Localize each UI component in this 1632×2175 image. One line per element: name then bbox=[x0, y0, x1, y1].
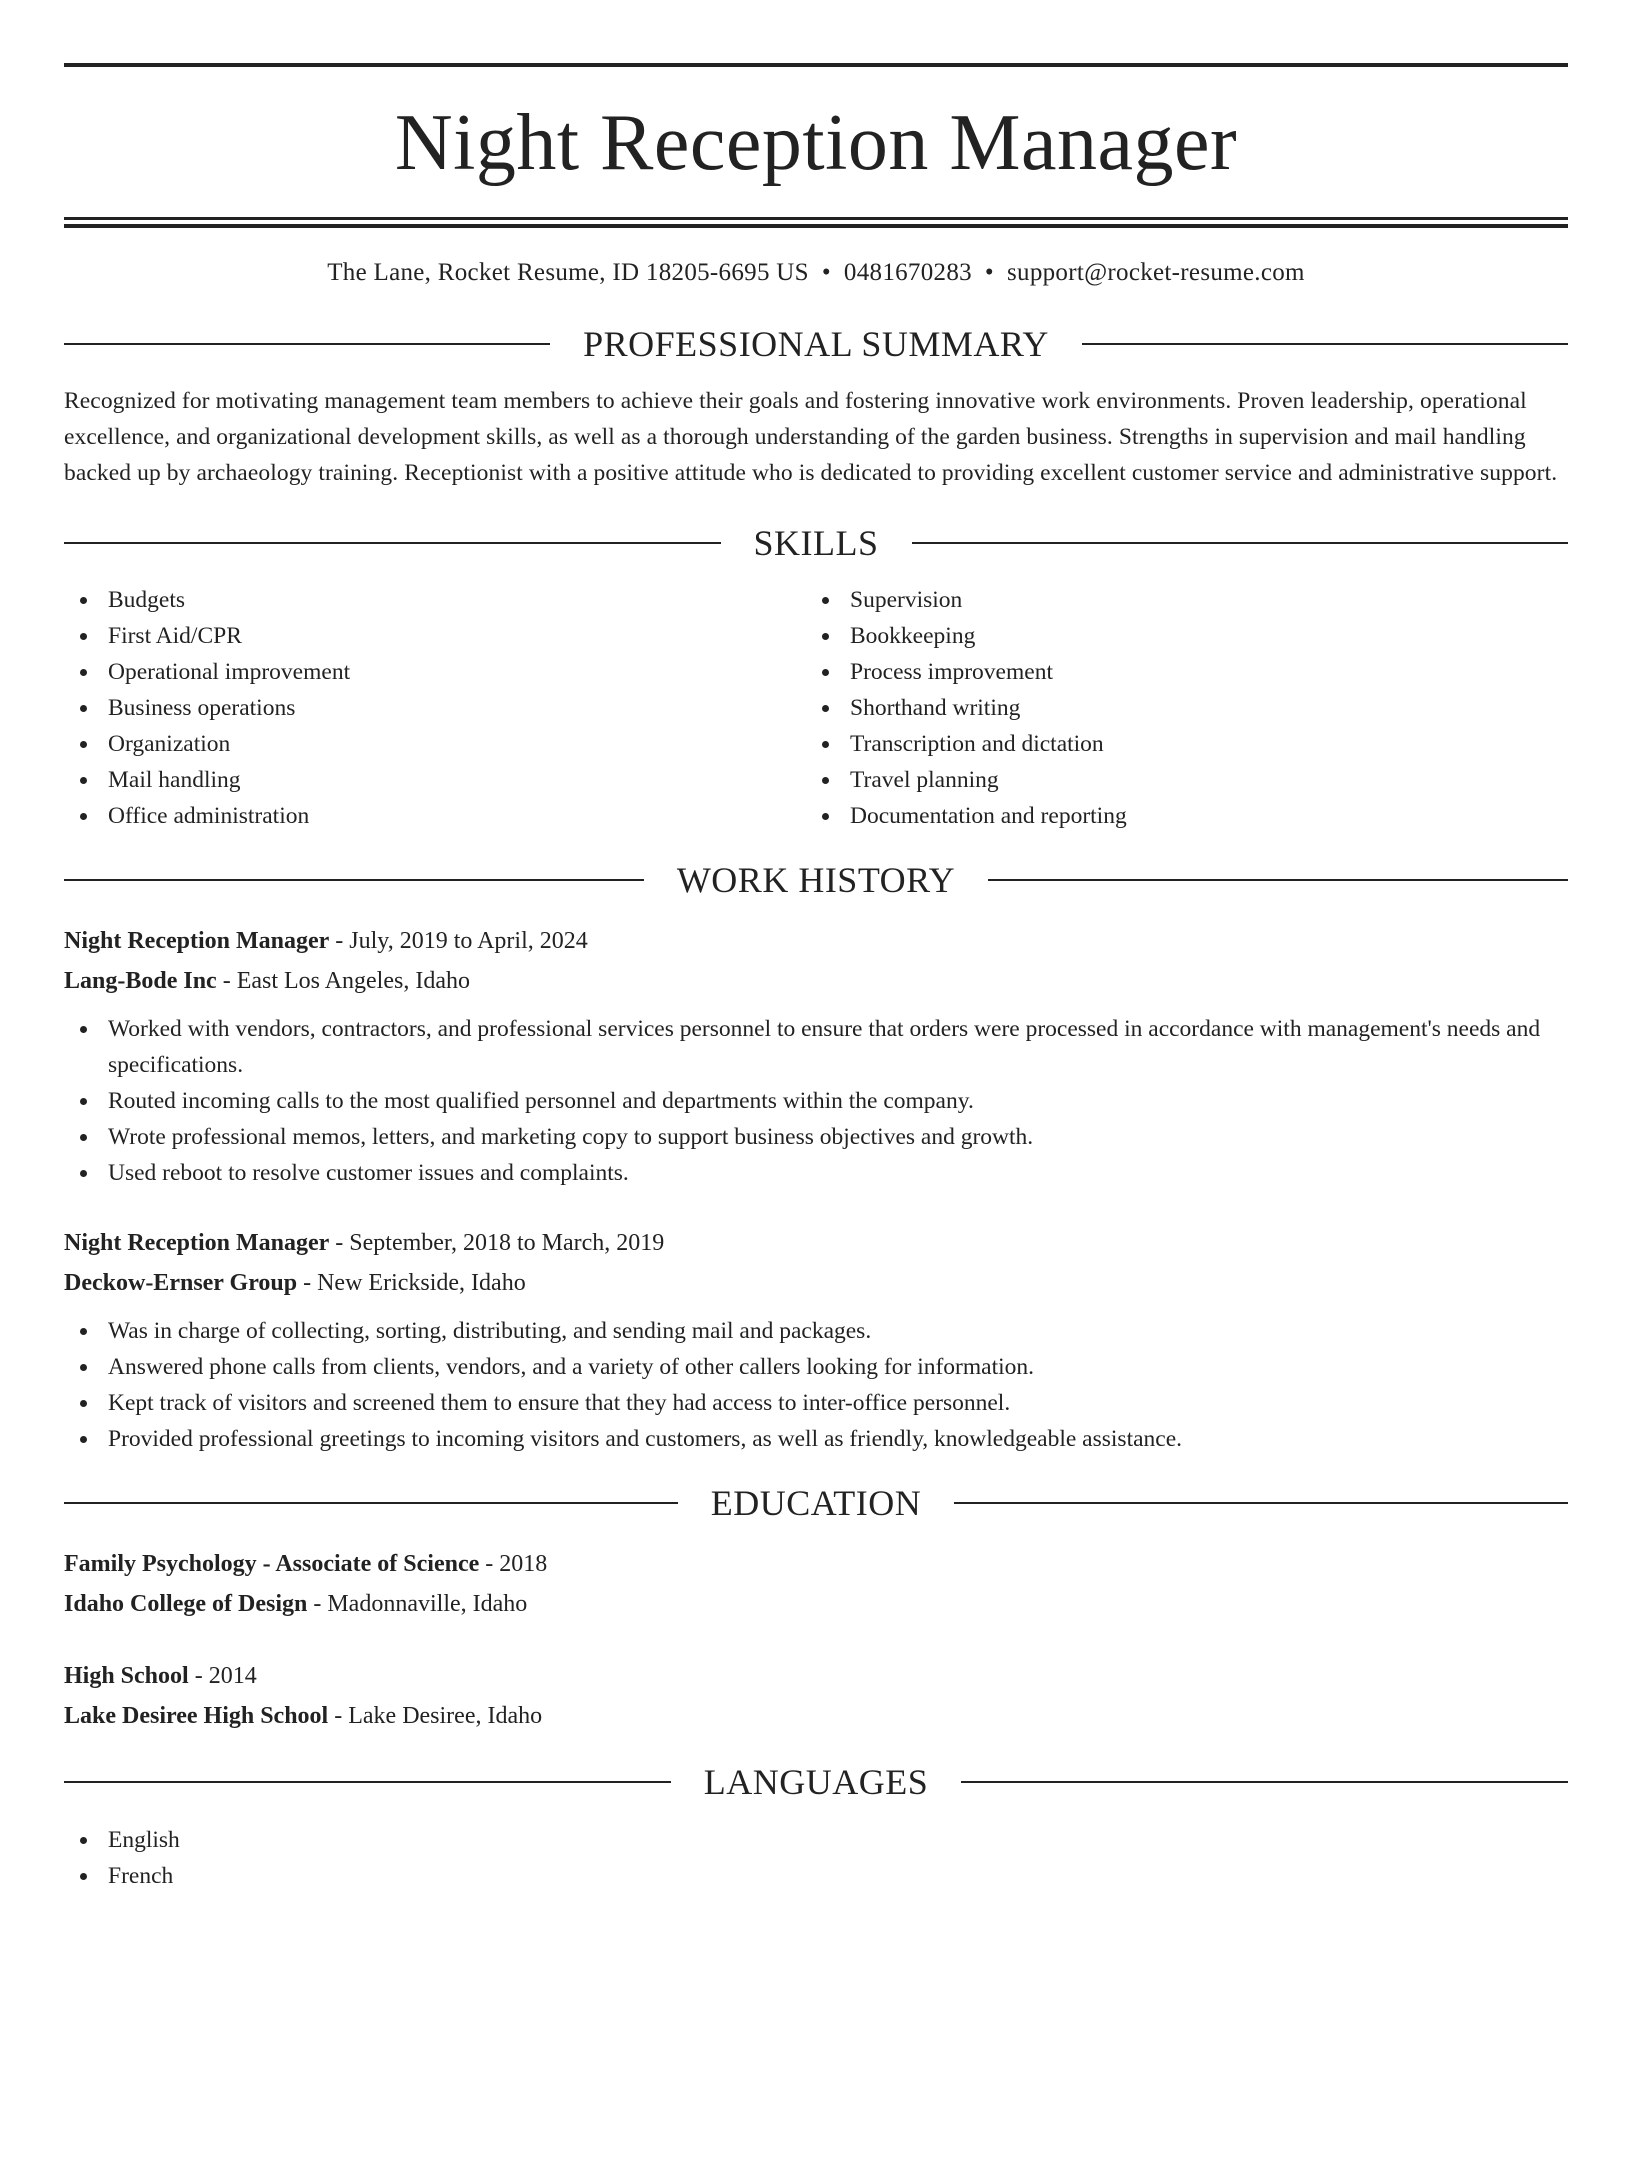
education-year: - 2014 bbox=[188, 1663, 257, 1689]
heading-rule-left bbox=[64, 343, 550, 345]
skills-list-right bbox=[806, 582, 1548, 834]
skill-item: Shorthand writing bbox=[806, 690, 1548, 726]
contact-line bbox=[64, 257, 1568, 289]
heading-rule-right bbox=[912, 542, 1569, 544]
languages-title: LANGUAGES bbox=[703, 1762, 929, 1802]
job-company-line bbox=[64, 961, 1568, 1001]
skill-item: Process improvement bbox=[806, 654, 1548, 690]
contact-separator: • bbox=[984, 259, 994, 286]
job-role: Night Reception Manager bbox=[64, 1230, 330, 1256]
summary-text: Recognized for motivating management team members to achieve their goals and fostering innovative work environments. Proven leadership, operational excellence, and organizational development skills, as well as a thorough understanding of the garden business. Strengths in supervision and mail handling backed up by archaeology training. Receptionist with a positive attitude who is dedicated to providing excellent customer service and administrative support. bbox=[64, 388, 1558, 486]
heading-rule-left bbox=[64, 1502, 678, 1504]
education-degree-line bbox=[64, 1656, 1568, 1696]
skill-item: Travel planning bbox=[806, 762, 1548, 798]
job-bullets bbox=[64, 1313, 1568, 1457]
education-entry bbox=[64, 1544, 1568, 1624]
languages-list bbox=[64, 1822, 1568, 1894]
education-title: EDUCATION bbox=[710, 1483, 922, 1523]
summary-heading bbox=[64, 322, 1568, 366]
job-dates: - September, 2018 to March, 2019 bbox=[329, 1230, 665, 1256]
education-degree: Family Psychology - Associate of Science bbox=[64, 1551, 480, 1577]
language-item: English bbox=[64, 1822, 1568, 1858]
header-double-rule bbox=[64, 217, 1568, 228]
skill-item: First Aid/CPR bbox=[64, 618, 806, 654]
skills-columns bbox=[64, 582, 1568, 834]
job-title-line bbox=[64, 1223, 1568, 1263]
heading-rule-left bbox=[64, 879, 644, 881]
contact-address: The Lane, Rocket Resume, ID 18205-6695 US bbox=[327, 259, 809, 286]
skills-list-left bbox=[64, 582, 806, 834]
job-bullet: Routed incoming calls to the most qualified personnel and departments within the company. bbox=[64, 1083, 1568, 1119]
skill-item: Office administration bbox=[64, 798, 806, 834]
skills-title: SKILLS bbox=[753, 523, 879, 563]
resume-name: Night Reception Manager bbox=[394, 99, 1238, 187]
skill-item: Operational improvement bbox=[64, 654, 806, 690]
heading-rule-left bbox=[64, 542, 721, 544]
skills-heading bbox=[64, 521, 1568, 565]
heading-rule-right bbox=[988, 879, 1568, 881]
work-heading bbox=[64, 858, 1568, 902]
header-top-rule bbox=[64, 63, 1568, 67]
education-school-line bbox=[64, 1696, 1568, 1736]
skill-item: Business operations bbox=[64, 690, 806, 726]
job-bullets bbox=[64, 1011, 1568, 1191]
education-school: Lake Desiree High School bbox=[64, 1703, 329, 1729]
job-bullet: Provided professional greetings to incoming visitors and customers, as well as friendly, knowledgeable assistance. bbox=[64, 1421, 1568, 1457]
job-bullet: Was in charge of collecting, sorting, distributing, and sending mail and packages. bbox=[64, 1313, 1568, 1349]
job-company: Lang-Bode Inc bbox=[64, 968, 217, 994]
job-company-line bbox=[64, 1263, 1568, 1303]
job-entry bbox=[64, 921, 1568, 1191]
job-bullet: Worked with vendors, contractors, and professional services personnel to ensure that orders were processed in accordance with management's needs and specifications. bbox=[64, 1011, 1568, 1083]
work-title: WORK HISTORY bbox=[676, 860, 956, 900]
job-dates: - July, 2019 to April, 2024 bbox=[329, 928, 588, 954]
resume-page bbox=[0, 63, 1632, 2175]
job-role: Night Reception Manager bbox=[64, 928, 330, 954]
job-bullet: Kept track of visitors and screened them to ensure that they had access to inter-office personnel. bbox=[64, 1385, 1568, 1421]
skill-item: Supervision bbox=[806, 582, 1548, 618]
job-bullet: Wrote professional memos, letters, and marketing copy to support business objectives and growth. bbox=[64, 1119, 1568, 1155]
skill-item: Transcription and dictation bbox=[806, 726, 1548, 762]
summary-title: PROFESSIONAL SUMMARY bbox=[583, 324, 1049, 364]
education-location: - Madonnaville, Idaho bbox=[307, 1591, 528, 1617]
education-entry bbox=[64, 1656, 1568, 1736]
skill-item: Bookkeeping bbox=[806, 618, 1548, 654]
job-location: - New Erickside, Idaho bbox=[297, 1270, 526, 1296]
skill-item: Budgets bbox=[64, 582, 806, 618]
job-bullet: Answered phone calls from clients, vendors, and a variety of other callers looking for information. bbox=[64, 1349, 1568, 1385]
skill-item: Mail handling bbox=[64, 762, 806, 798]
education-degree: High School bbox=[64, 1663, 189, 1689]
education-degree-line bbox=[64, 1544, 1568, 1584]
language-item: French bbox=[64, 1858, 1568, 1894]
education-heading bbox=[64, 1481, 1568, 1525]
contact-email: support@rocket-resume.com bbox=[1006, 259, 1305, 286]
job-location: - East Los Angeles, Idaho bbox=[216, 968, 470, 994]
job-title-line bbox=[64, 921, 1568, 961]
skill-item: Documentation and reporting bbox=[806, 798, 1548, 834]
education-school-line bbox=[64, 1584, 1568, 1624]
education-school: Idaho College of Design bbox=[64, 1591, 308, 1617]
education-year: - 2018 bbox=[479, 1551, 548, 1577]
heading-rule-left bbox=[64, 1781, 671, 1783]
contact-phone: 0481670283 bbox=[843, 259, 972, 286]
skill-item: Organization bbox=[64, 726, 806, 762]
job-bullet: Used reboot to resolve customer issues and complaints. bbox=[64, 1155, 1568, 1191]
education-location: - Lake Desiree, Idaho bbox=[328, 1703, 543, 1729]
heading-rule-right bbox=[1082, 343, 1568, 345]
contact-separator: • bbox=[821, 259, 831, 286]
job-company: Deckow-Ernser Group bbox=[64, 1270, 298, 1296]
job-entry bbox=[64, 1223, 1568, 1457]
heading-rule-right bbox=[954, 1502, 1568, 1504]
languages-heading bbox=[64, 1760, 1568, 1804]
heading-rule-right bbox=[961, 1781, 1568, 1783]
